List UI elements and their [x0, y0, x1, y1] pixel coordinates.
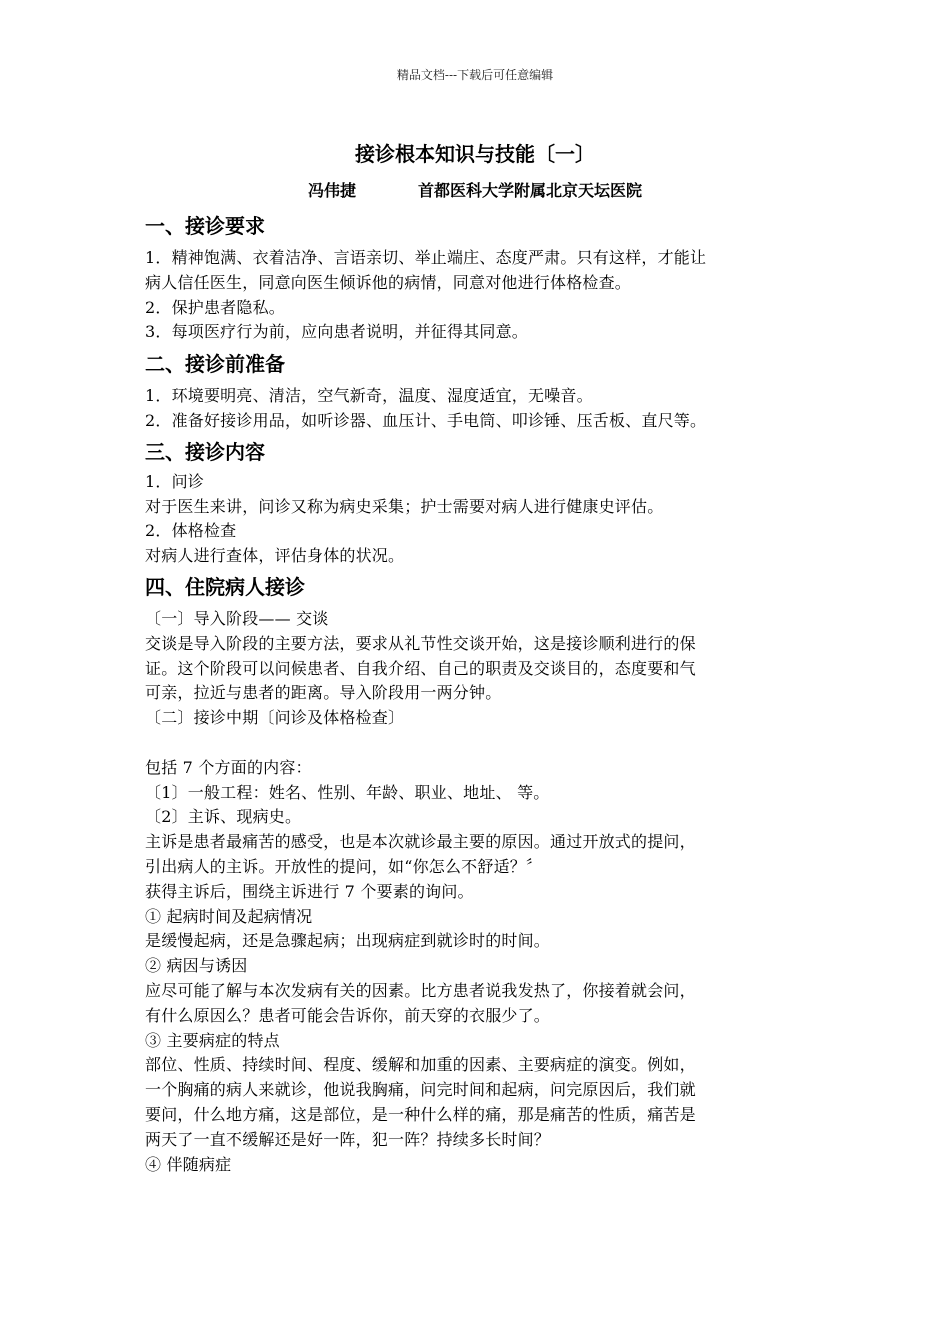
paragraph-line: ① 起病时间及起病情况	[145, 906, 313, 926]
paragraph-line: 〔2〕主诉、现病史。	[145, 807, 302, 827]
paragraph-line: 1．精神饱满、衣着洁净、言语亲切、举止端庄、态度严肃。只有这样，才能让	[145, 248, 707, 267]
paragraph-line: 3．每项医疗行为前，应向患者说明，并征得其同意。	[145, 322, 528, 342]
paragraph-line: ② 病因与诱因	[145, 956, 248, 976]
page-header: 精品文档---下载后可任意编辑	[396, 68, 554, 82]
paragraph-line: 1．问诊	[145, 471, 204, 491]
paragraph-line: 应尽可能了解与本次发病有关的因素。比方患者说我发热了，你接着就会问，	[145, 980, 696, 1000]
section	[145, 212, 815, 345]
paragraph-line: 病人信任医生，同意向医生倾诉他的病情，同意对他进行体格检查。	[145, 272, 632, 292]
paragraph-line: 2．体格检查	[145, 521, 237, 541]
paragraph-line: 部位、性质、持续时间、程度、缓解和加重的因素、主要病症的演变。例如，	[145, 1055, 696, 1075]
paragraph-line: 可亲，拉近与患者的距离。导入阶段用一两分钟。	[145, 683, 502, 703]
paragraph-line: 两天了一直不缓解还是好一阵，犯一阵？持续多长时间？	[145, 1129, 551, 1149]
section	[145, 350, 815, 434]
section-heading: 一、接诊要求	[145, 214, 265, 238]
paragraph-line: 2．保护患者隐私。	[145, 297, 285, 317]
paragraph-line: 对病人进行查体，评估身体的状况。	[145, 546, 405, 566]
paragraph-line: 证。这个阶段可以问候患者、自我介绍、自己的职责及交谈目的，态度要和气	[145, 658, 696, 678]
section	[145, 438, 815, 569]
author-name: 冯伟捷	[307, 181, 356, 200]
document-title: 接诊根本知识与技能〔一〕	[355, 142, 595, 166]
author-line	[0, 178, 950, 201]
document-body	[145, 212, 815, 1177]
paragraph-line: 〔1〕一般工程：姓名、性别、年龄、职业、地址、 等。	[145, 782, 550, 802]
paragraph-line: 是缓慢起病，还是急骤起病；出现病症到就诊时的时间。	[145, 931, 551, 951]
paragraph-line: ④ 伴随病症	[145, 1154, 232, 1174]
section-heading: 二、接诊前准备	[145, 352, 285, 377]
paragraph-line: 有什么原因么？患者可能会告诉你，前天穿的衣服少了。	[145, 1005, 551, 1025]
paragraph-line: 获得主诉后，围绕主诉进行 7 个要素的询问。	[145, 881, 474, 901]
paragraph-line: 〔二〕接诊中期〔问诊及体格检查〕	[145, 708, 405, 728]
paragraph-line: 包括 7 个方面的内容：	[145, 757, 312, 777]
paragraph-line: 〔一〕导入阶段—— 交谈	[145, 608, 329, 628]
paragraph-line: 交谈是导入阶段的主要方法，要求从礼节性交谈开始，这是接诊顺利进行的保	[145, 633, 696, 653]
paragraph-line: 主诉是患者最痛苦的感受，也是本次就诊最主要的原因。通过开放式的提问，	[145, 832, 696, 852]
paragraph-line: 1．环境要明亮、清洁，空气新奇，温度、湿度适宜，无噪音。	[145, 386, 593, 406]
section	[145, 573, 815, 1177]
paragraph-line: 一个胸痛的病人来就诊，他说我胸痛，问完时间和起病，问完原因后，我们就	[145, 1080, 696, 1100]
section-heading: 三、接诊内容	[145, 439, 265, 464]
section-heading: 四、住院病人接诊	[145, 574, 305, 599]
blank-line	[145, 731, 815, 756]
paragraph-line: 2．准备好接诊用品，如听诊器、血压计、手电筒、叩诊锤、压舌板、直尺等。	[145, 410, 707, 430]
paragraph-line: ③ 主要病症的特点	[145, 1030, 280, 1050]
paragraph-line: 要问，什么地方痛，这是部位，是一种什么样的痛，那是痛苦的性质，痛苦是	[145, 1104, 696, 1124]
paragraph-line: 引出病人的主诉。开放性的提问，如“你怎么不舒适？〞	[145, 856, 543, 876]
author-affiliation: 首都医科大学附属北京天坛医院	[418, 181, 643, 200]
paragraph-line: 对于医生来讲，问诊又称为病史采集；护士需要对病人进行健康史评估。	[145, 496, 664, 516]
